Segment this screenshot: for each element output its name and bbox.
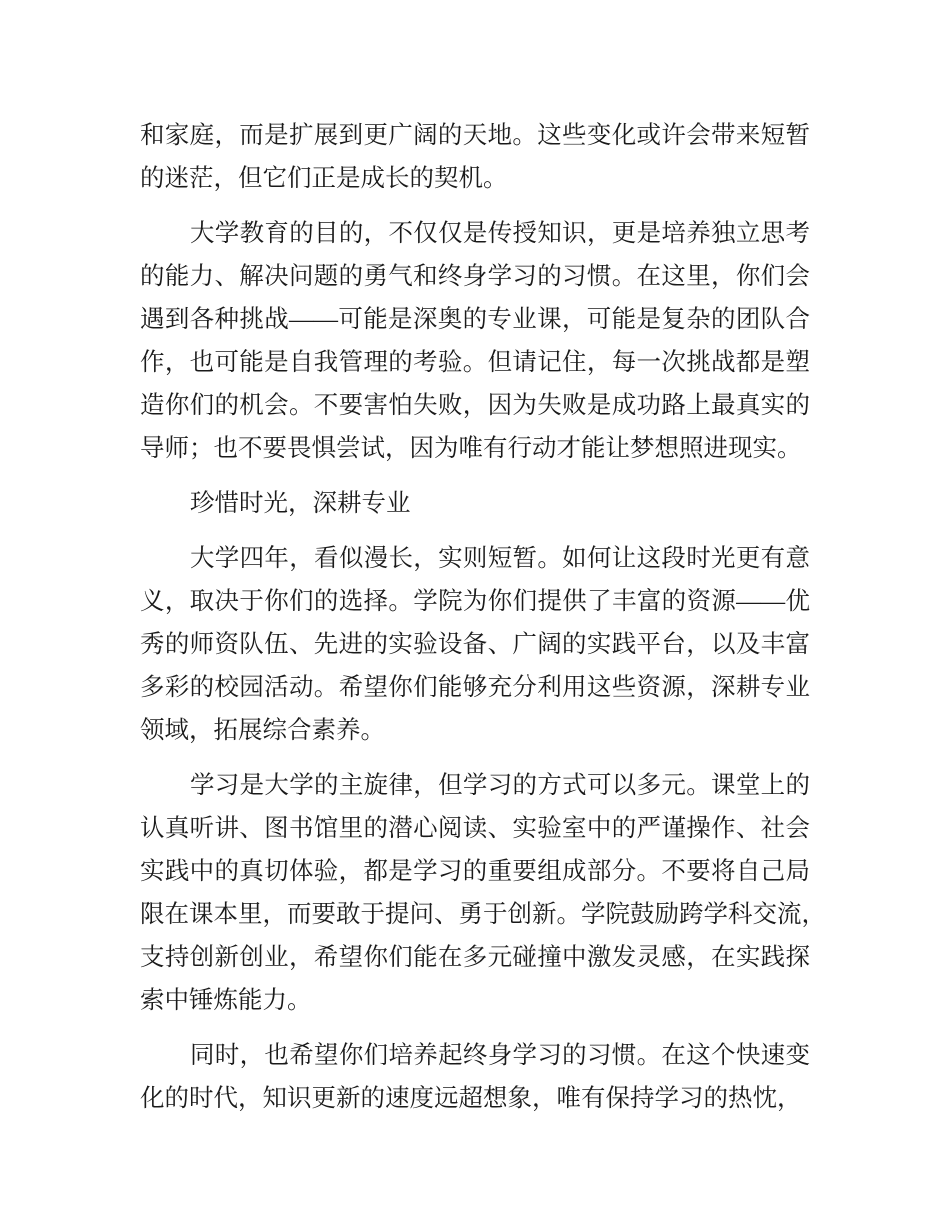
text-line: 作，也可能是自我管理的考验。但请记住，每一次挑战都是塑 [140, 349, 810, 376]
text-line: 大学四年，看似漫长，实则短暂。如何让这段时光更有意 [190, 545, 810, 572]
text-line: 认真听讲、图书馆里的潜心阅读、实验室中的严谨操作、社会 [140, 815, 810, 842]
text-line: 化的时代，知识更新的速度远超想象，唯有保持学习的热忱， [140, 1085, 802, 1112]
text-line: 秀的师资队伍、先进的实验设备、广阔的实践平台，以及丰富 [140, 631, 810, 658]
paragraph [140, 537, 810, 752]
text-line: 义，取决于你们的选择。学院为你们提供了丰富的资源——优 [140, 588, 810, 615]
paragraph [140, 1034, 810, 1120]
paragraph [140, 764, 826, 1022]
paragraph [140, 212, 810, 470]
text-line: 的能力、解决问题的勇气和终身学习的习惯。在这里，你们会 [140, 263, 810, 290]
text-line: 多彩的校园活动。希望你们能够充分利用这些资源，深耕专业 [140, 674, 810, 701]
text-line: 遇到各种挑战——可能是深奥的专业课，可能是复杂的团队合 [140, 306, 810, 333]
document-text-block [140, 114, 826, 1120]
text-line: 大学教育的目的，不仅仅是传授知识，更是培养独立思考 [190, 220, 810, 247]
text-line: 导师；也不要畏惧尝试，因为唯有行动才能让梦想照进现实。 [140, 435, 802, 462]
section-heading [140, 482, 810, 525]
text-line: 的迷茫，但它们正是成长的契机。 [140, 165, 508, 192]
paragraph [140, 114, 810, 200]
text-line: 支持创新创业，希望你们能在多元碰撞中激发灵感，在实践探 [140, 944, 810, 971]
text-line: 实践中的真切体验，都是学习的重要组成部分。不要将自己局 [140, 858, 810, 885]
heading-line: 珍惜时光，深耕专业 [190, 490, 411, 517]
text-line: 同时，也希望你们培养起终身学习的习惯。在这个快速变 [190, 1042, 810, 1069]
text-line: 索中锤炼能力。 [140, 987, 312, 1014]
text-line: 学习是大学的主旋律，但学习的方式可以多元。课堂上的 [190, 772, 810, 799]
text-line: 领域，拓展综合素养。 [140, 717, 385, 744]
text-line: 限在课本里，而要敢于提问、勇于创新。学院鼓励跨学科交流， [140, 901, 826, 928]
text-line: 造你们的机会。不要害怕失败，因为失败是成功路上最真实的 [140, 392, 810, 419]
text-line: 和家庭，而是扩展到更广阔的天地。这些变化或许会带来短暂 [140, 122, 810, 149]
